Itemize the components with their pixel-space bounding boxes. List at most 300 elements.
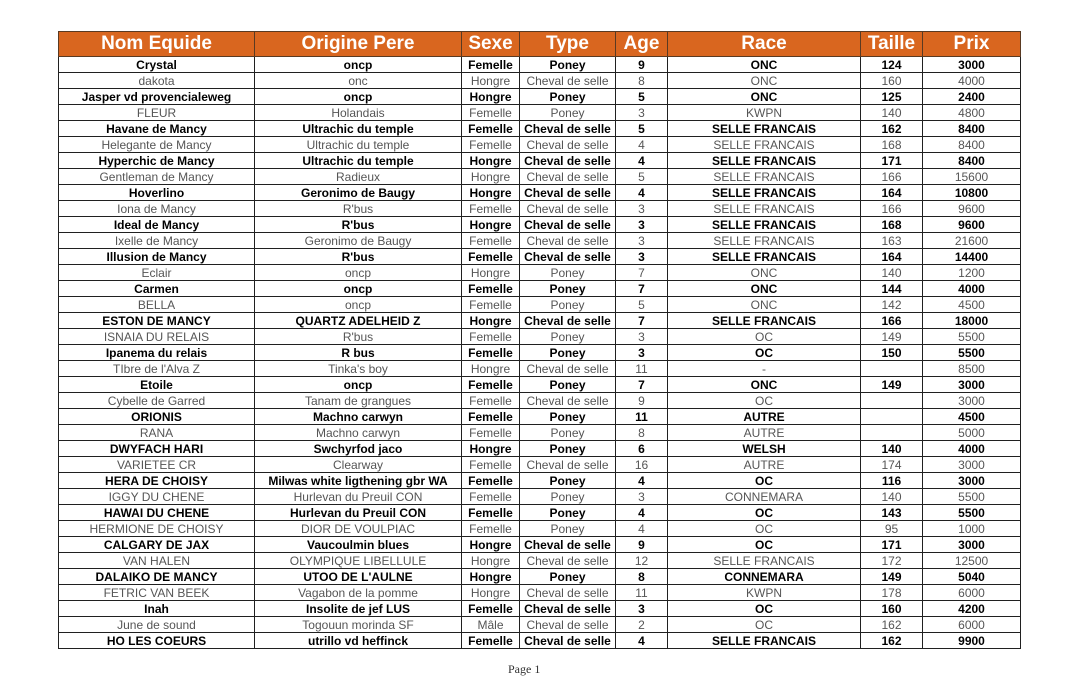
cell-origine-pere: Clearway — [255, 457, 462, 473]
cell-prix: 4000 — [923, 73, 1021, 89]
cell-type: Cheval de selle — [520, 313, 616, 329]
table-row — [59, 313, 1021, 329]
cell-taille: 166 — [861, 169, 923, 185]
cell-sexe: Femelle — [462, 457, 520, 473]
cell-type: Cheval de selle — [520, 217, 616, 233]
header-origine-pere: Origine Pere — [255, 32, 462, 57]
cell-nom-equide: Ixelle de Mancy — [59, 233, 255, 249]
cell-type: Cheval de selle — [520, 553, 616, 569]
header-taille: Taille — [861, 32, 923, 57]
cell-nom-equide: DALAIKO DE MANCY — [59, 569, 255, 585]
cell-prix: 3000 — [923, 377, 1021, 393]
cell-age: 5 — [616, 121, 668, 137]
cell-taille: 178 — [861, 585, 923, 601]
cell-age: 9 — [616, 393, 668, 409]
cell-age: 5 — [616, 89, 668, 105]
cell-sexe: Femelle — [462, 393, 520, 409]
cell-sexe: Femelle — [462, 201, 520, 217]
table-row — [59, 553, 1021, 569]
cell-prix: 1000 — [923, 521, 1021, 537]
cell-taille: 125 — [861, 89, 923, 105]
cell-taille — [861, 425, 923, 441]
table-row — [59, 585, 1021, 601]
cell-age: 3 — [616, 201, 668, 217]
cell-race: ONC — [668, 297, 861, 313]
cell-race: WELSH — [668, 441, 861, 457]
cell-race: AUTRE — [668, 457, 861, 473]
cell-race: SELLE FRANCAIS — [668, 217, 861, 233]
cell-nom-equide: Illusion de Mancy — [59, 249, 255, 265]
cell-taille: 149 — [861, 329, 923, 345]
cell-type: Poney — [520, 505, 616, 521]
cell-nom-equide: Ideal de Mancy — [59, 217, 255, 233]
cell-type: Poney — [520, 345, 616, 361]
cell-prix: 8400 — [923, 121, 1021, 137]
cell-age: 16 — [616, 457, 668, 473]
cell-taille — [861, 409, 923, 425]
cell-taille: 168 — [861, 137, 923, 153]
cell-origine-pere: oncp — [255, 281, 462, 297]
cell-type: Cheval de selle — [520, 233, 616, 249]
cell-type: Cheval de selle — [520, 585, 616, 601]
cell-origine-pere: Tinka's boy — [255, 361, 462, 377]
cell-taille: 140 — [861, 489, 923, 505]
cell-age: 7 — [616, 281, 668, 297]
cell-type: Poney — [520, 441, 616, 457]
table-row — [59, 297, 1021, 313]
cell-race: SELLE FRANCAIS — [668, 313, 861, 329]
cell-type: Poney — [520, 329, 616, 345]
cell-type: Poney — [520, 265, 616, 281]
cell-sexe: Femelle — [462, 505, 520, 521]
page-footer: Page 1 — [508, 662, 541, 676]
cell-nom-equide: VAN HALEN — [59, 553, 255, 569]
cell-nom-equide: Gentleman de Mancy — [59, 169, 255, 185]
cell-race: SELLE FRANCAIS — [668, 137, 861, 153]
cell-type: Cheval de selle — [520, 537, 616, 553]
cell-sexe: Femelle — [462, 297, 520, 313]
cell-origine-pere: Insolite de jef LUS — [255, 601, 462, 617]
cell-age: 3 — [616, 329, 668, 345]
cell-sexe: Hongre — [462, 185, 520, 201]
cell-taille — [861, 361, 923, 377]
cell-taille: 166 — [861, 201, 923, 217]
header-race: Race — [668, 32, 861, 57]
cell-taille: 140 — [861, 105, 923, 121]
cell-origine-pere: oncp — [255, 89, 462, 105]
cell-taille: 160 — [861, 73, 923, 89]
cell-nom-equide: Iona de Mancy — [59, 201, 255, 217]
cell-prix: 4800 — [923, 105, 1021, 121]
cell-age: 3 — [616, 233, 668, 249]
cell-race: OC — [668, 521, 861, 537]
cell-age: 2 — [616, 617, 668, 633]
cell-type: Cheval de selle — [520, 185, 616, 201]
cell-race: KWPN — [668, 105, 861, 121]
cell-sexe: Femelle — [462, 57, 520, 73]
cell-nom-equide: Helegante de Mancy — [59, 137, 255, 153]
cell-prix: 8400 — [923, 137, 1021, 153]
cell-age: 5 — [616, 297, 668, 313]
cell-prix: 3000 — [923, 473, 1021, 489]
cell-origine-pere: oncp — [255, 297, 462, 313]
table-row — [59, 489, 1021, 505]
cell-taille: 95 — [861, 521, 923, 537]
table-row — [59, 345, 1021, 361]
cell-origine-pere: UTOO DE L'AULNE — [255, 569, 462, 585]
table-row — [59, 169, 1021, 185]
table-row — [59, 265, 1021, 281]
cell-type: Cheval de selle — [520, 121, 616, 137]
cell-type: Poney — [520, 521, 616, 537]
cell-origine-pere: Hurlevan du Preuil CON — [255, 489, 462, 505]
cell-taille: 171 — [861, 537, 923, 553]
cell-taille: 124 — [861, 57, 923, 73]
cell-type: Cheval de selle — [520, 633, 616, 649]
table-row — [59, 505, 1021, 521]
table-row — [59, 105, 1021, 121]
cell-prix: 6000 — [923, 617, 1021, 633]
cell-sexe: Femelle — [462, 633, 520, 649]
cell-type: Poney — [520, 569, 616, 585]
table-row — [59, 217, 1021, 233]
cell-taille: 150 — [861, 345, 923, 361]
table-row — [59, 185, 1021, 201]
cell-origine-pere: Vagabon de la pomme — [255, 585, 462, 601]
cell-race: SELLE FRANCAIS — [668, 633, 861, 649]
cell-prix: 4500 — [923, 409, 1021, 425]
cell-taille: 140 — [861, 265, 923, 281]
cell-sexe: Mâle — [462, 617, 520, 633]
cell-sexe: Hongre — [462, 73, 520, 89]
cell-age: 3 — [616, 249, 668, 265]
cell-age: 3 — [616, 345, 668, 361]
cell-nom-equide: Inah — [59, 601, 255, 617]
cell-taille: 171 — [861, 153, 923, 169]
cell-sexe: Hongre — [462, 569, 520, 585]
cell-type: Cheval de selle — [520, 393, 616, 409]
cell-type: Poney — [520, 425, 616, 441]
cell-origine-pere: R'bus — [255, 217, 462, 233]
cell-age: 8 — [616, 569, 668, 585]
cell-sexe: Femelle — [462, 377, 520, 393]
table-row — [59, 361, 1021, 377]
cell-taille: 160 — [861, 601, 923, 617]
header-age: Age — [616, 32, 668, 57]
cell-origine-pere: Geronimo de Baugy — [255, 233, 462, 249]
cell-origine-pere: Ultrachic du temple — [255, 121, 462, 137]
cell-age: 7 — [616, 313, 668, 329]
cell-type: Poney — [520, 409, 616, 425]
cell-origine-pere: OLYMPIQUE LIBELLULE — [255, 553, 462, 569]
cell-prix: 9600 — [923, 201, 1021, 217]
cell-age: 6 — [616, 441, 668, 457]
cell-origine-pere: oncp — [255, 57, 462, 73]
cell-type: Poney — [520, 377, 616, 393]
cell-sexe: Femelle — [462, 409, 520, 425]
cell-age: 5 — [616, 169, 668, 185]
cell-origine-pere: DIOR DE VOULPIAC — [255, 521, 462, 537]
cell-sexe: Femelle — [462, 345, 520, 361]
cell-prix: 5500 — [923, 505, 1021, 521]
cell-prix: 9900 — [923, 633, 1021, 649]
cell-prix: 4000 — [923, 441, 1021, 457]
table-row — [59, 441, 1021, 457]
header-sexe: Sexe — [462, 32, 520, 57]
cell-prix: 21600 — [923, 233, 1021, 249]
cell-race: OC — [668, 537, 861, 553]
cell-prix: 4500 — [923, 297, 1021, 313]
cell-age: 4 — [616, 185, 668, 201]
cell-race: ONC — [668, 57, 861, 73]
cell-type: Poney — [520, 489, 616, 505]
table-row — [59, 569, 1021, 585]
cell-origine-pere: onc — [255, 73, 462, 89]
cell-prix: 2400 — [923, 89, 1021, 105]
cell-race: ONC — [668, 73, 861, 89]
cell-sexe: Hongre — [462, 553, 520, 569]
cell-taille: 142 — [861, 297, 923, 313]
table-row — [59, 377, 1021, 393]
cell-age: 4 — [616, 521, 668, 537]
cell-origine-pere: Hurlevan du Preuil CON — [255, 505, 462, 521]
table-row — [59, 137, 1021, 153]
cell-race: AUTRE — [668, 409, 861, 425]
cell-prix: 4000 — [923, 281, 1021, 297]
cell-origine-pere: R bus — [255, 345, 462, 361]
cell-type: Poney — [520, 473, 616, 489]
table-row — [59, 233, 1021, 249]
cell-nom-equide: BELLA — [59, 297, 255, 313]
cell-sexe: Hongre — [462, 313, 520, 329]
cell-nom-equide: Crystal — [59, 57, 255, 73]
cell-sexe: Hongre — [462, 361, 520, 377]
cell-age: 4 — [616, 137, 668, 153]
cell-nom-equide: Eclair — [59, 265, 255, 281]
cell-sexe: Femelle — [462, 121, 520, 137]
cell-taille — [861, 393, 923, 409]
cell-age: 9 — [616, 537, 668, 553]
cell-prix: 5000 — [923, 425, 1021, 441]
cell-nom-equide: TIbre de l'Alva Z — [59, 361, 255, 377]
cell-race: SELLE FRANCAIS — [668, 153, 861, 169]
cell-nom-equide: ORIONIS — [59, 409, 255, 425]
cell-taille: 174 — [861, 457, 923, 473]
table-row — [59, 329, 1021, 345]
cell-prix: 10800 — [923, 185, 1021, 201]
table-row — [59, 281, 1021, 297]
cell-taille: 149 — [861, 569, 923, 585]
table-row — [59, 425, 1021, 441]
cell-taille: 166 — [861, 313, 923, 329]
cell-race: ONC — [668, 281, 861, 297]
cell-race: OC — [668, 329, 861, 345]
cell-origine-pere: Swchyrfod jaco — [255, 441, 462, 457]
cell-prix: 5040 — [923, 569, 1021, 585]
cell-age: 3 — [616, 601, 668, 617]
table-row — [59, 57, 1021, 73]
cell-taille: 163 — [861, 233, 923, 249]
table-row — [59, 457, 1021, 473]
cell-nom-equide: IGGY DU CHENE — [59, 489, 255, 505]
cell-type: Poney — [520, 297, 616, 313]
cell-sexe: Hongre — [462, 537, 520, 553]
cell-type: Cheval de selle — [520, 169, 616, 185]
cell-nom-equide: Havane de Mancy — [59, 121, 255, 137]
cell-taille: 164 — [861, 185, 923, 201]
cell-type: Cheval de selle — [520, 201, 616, 217]
cell-taille: 140 — [861, 441, 923, 457]
cell-sexe: Femelle — [462, 249, 520, 265]
cell-taille: 162 — [861, 121, 923, 137]
cell-age: 11 — [616, 585, 668, 601]
table-row — [59, 393, 1021, 409]
table-body — [59, 57, 1021, 649]
cell-taille: 162 — [861, 617, 923, 633]
cell-origine-pere: Tanam de grangues — [255, 393, 462, 409]
cell-nom-equide: June de sound — [59, 617, 255, 633]
cell-type: Poney — [520, 89, 616, 105]
cell-nom-equide: Jasper vd provencialeweg — [59, 89, 255, 105]
cell-nom-equide: HO LES COEURS — [59, 633, 255, 649]
cell-nom-equide: RANA — [59, 425, 255, 441]
cell-prix: 3000 — [923, 537, 1021, 553]
table-row — [59, 121, 1021, 137]
cell-taille: 164 — [861, 249, 923, 265]
cell-taille: 168 — [861, 217, 923, 233]
cell-sexe: Hongre — [462, 89, 520, 105]
cell-sexe: Hongre — [462, 217, 520, 233]
cell-nom-equide: Etoile — [59, 377, 255, 393]
cell-prix: 8400 — [923, 153, 1021, 169]
cell-prix: 8500 — [923, 361, 1021, 377]
cell-origine-pere: R'bus — [255, 249, 462, 265]
cell-taille: 116 — [861, 473, 923, 489]
table-row — [59, 473, 1021, 489]
cell-nom-equide: HERA DE CHOISY — [59, 473, 255, 489]
cell-type: Cheval de selle — [520, 617, 616, 633]
table-row — [59, 633, 1021, 649]
cell-origine-pere: Machno carwyn — [255, 409, 462, 425]
cell-sexe: Femelle — [462, 281, 520, 297]
cell-type: Cheval de selle — [520, 457, 616, 473]
cell-nom-equide: VARIETEE CR — [59, 457, 255, 473]
cell-nom-equide: DWYFACH HARI — [59, 441, 255, 457]
cell-age: 3 — [616, 489, 668, 505]
table-row — [59, 521, 1021, 537]
cell-taille: 143 — [861, 505, 923, 521]
table-row — [59, 617, 1021, 633]
cell-prix: 12500 — [923, 553, 1021, 569]
cell-type: Poney — [520, 281, 616, 297]
cell-nom-equide: Hoverlino — [59, 185, 255, 201]
cell-sexe: Femelle — [462, 329, 520, 345]
cell-nom-equide: Ipanema du relais — [59, 345, 255, 361]
cell-sexe: Hongre — [462, 153, 520, 169]
cell-age: 4 — [616, 633, 668, 649]
cell-origine-pere: QUARTZ ADELHEID Z — [255, 313, 462, 329]
cell-race: OC — [668, 473, 861, 489]
cell-prix: 5500 — [923, 345, 1021, 361]
cell-race: AUTRE — [668, 425, 861, 441]
cell-origine-pere: Ultrachic du temple — [255, 153, 462, 169]
cell-prix: 14400 — [923, 249, 1021, 265]
cell-origine-pere: utrillo vd heffinck — [255, 633, 462, 649]
cell-age: 4 — [616, 473, 668, 489]
cell-race: OC — [668, 505, 861, 521]
cell-prix: 5500 — [923, 329, 1021, 345]
cell-prix: 3000 — [923, 457, 1021, 473]
cell-type: Cheval de selle — [520, 137, 616, 153]
cell-sexe: Hongre — [462, 441, 520, 457]
cell-type: Cheval de selle — [520, 601, 616, 617]
cell-age: 4 — [616, 505, 668, 521]
cell-taille: 162 — [861, 633, 923, 649]
cell-prix: 4200 — [923, 601, 1021, 617]
cell-race: SELLE FRANCAIS — [668, 185, 861, 201]
cell-race: CONNEMARA — [668, 569, 861, 585]
cell-origine-pere: Milwas white ligthening gbr WA — [255, 473, 462, 489]
cell-origine-pere: R'bus — [255, 201, 462, 217]
cell-race: SELLE FRANCAIS — [668, 169, 861, 185]
header-row — [59, 32, 1021, 57]
cell-prix: 9600 — [923, 217, 1021, 233]
cell-prix: 5500 — [923, 489, 1021, 505]
cell-race: ONC — [668, 89, 861, 105]
cell-origine-pere: Geronimo de Baugy — [255, 185, 462, 201]
cell-origine-pere: Machno carwyn — [255, 425, 462, 441]
cell-origine-pere: Ultrachic du temple — [255, 137, 462, 153]
cell-origine-pere: Vaucoulmin blues — [255, 537, 462, 553]
cell-taille: 172 — [861, 553, 923, 569]
cell-age: 3 — [616, 217, 668, 233]
cell-race: - — [668, 361, 861, 377]
cell-taille: 149 — [861, 377, 923, 393]
cell-type: Poney — [520, 57, 616, 73]
cell-origine-pere: oncp — [255, 265, 462, 281]
cell-type: Poney — [520, 105, 616, 121]
cell-prix: 18000 — [923, 313, 1021, 329]
horse-sales-table — [58, 31, 1021, 649]
cell-sexe: Femelle — [462, 233, 520, 249]
cell-race: CONNEMARA — [668, 489, 861, 505]
cell-sexe: Femelle — [462, 137, 520, 153]
table-row — [59, 601, 1021, 617]
cell-race: SELLE FRANCAIS — [668, 233, 861, 249]
table-row — [59, 73, 1021, 89]
cell-nom-equide: Cybelle de Garred — [59, 393, 255, 409]
header-prix: Prix — [923, 32, 1021, 57]
table-row — [59, 153, 1021, 169]
cell-age: 12 — [616, 553, 668, 569]
cell-race: OC — [668, 393, 861, 409]
cell-sexe: Femelle — [462, 489, 520, 505]
cell-race: ONC — [668, 265, 861, 281]
cell-race: OC — [668, 601, 861, 617]
cell-origine-pere: oncp — [255, 377, 462, 393]
cell-nom-equide: HERMIONE DE CHOISY — [59, 521, 255, 537]
table-row — [59, 249, 1021, 265]
cell-type: Cheval de selle — [520, 153, 616, 169]
cell-age: 3 — [616, 105, 668, 121]
cell-sexe: Hongre — [462, 169, 520, 185]
cell-type: Cheval de selle — [520, 361, 616, 377]
cell-age: 11 — [616, 361, 668, 377]
cell-type: Cheval de selle — [520, 73, 616, 89]
cell-age: 9 — [616, 57, 668, 73]
cell-race: OC — [668, 345, 861, 361]
cell-nom-equide: FLEUR — [59, 105, 255, 121]
